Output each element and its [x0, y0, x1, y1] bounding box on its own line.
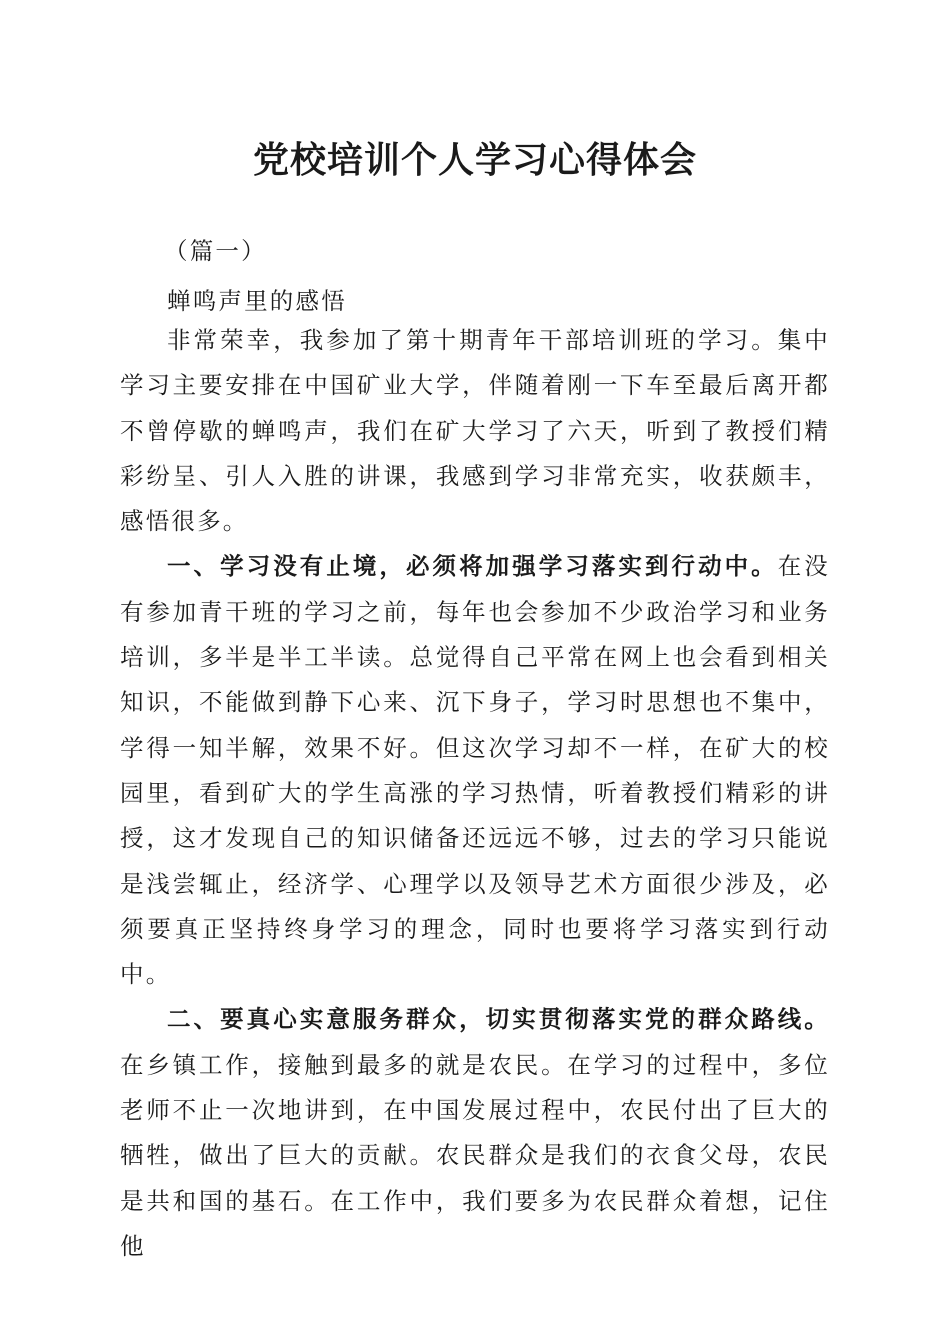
page-title: 党校培训个人学习心得体会 — [252, 139, 697, 181]
section-paragraph-1 — [120, 544, 830, 997]
subtitle: 蝉鸣声里的感悟 — [167, 287, 347, 315]
intro-paragraph: 非常荣幸，我参加了第十期青年干部培训班的学习。集中学习主要安排在中国矿业大学，伴随着刚一下车至最后离开都不曾停歇的蝉鸣声，我们在矿大学习了六天，听到了教授们精彩纷呈、引人入胜的讲课，我感到学习非常充实，收获颇丰，感悟很多。 — [120, 326, 830, 536]
section-text-2: 在乡镇工作，接触到最多的就是农民。在学习的过程中，多位老师不止一次地讲到，在中国发展过程中，农民付出了巨大的牺牲，做出了巨大的贡献。农民群众是我们的衣食父母，农民是共和国的基石。在工作中，我们要多为农民群众着想，记住他 — [120, 1050, 830, 1260]
section-paragraph-2 — [120, 997, 830, 1269]
section-heading-2: 二、要真心实意服务群众，切实贯彻落实党的群众路线。 — [167, 1005, 830, 1034]
section-heading-1: 一、学习没有止境，必须将加强学习落实到行动中。 — [167, 552, 778, 581]
part-label: （篇一） — [164, 237, 267, 265]
document-body — [120, 318, 830, 1269]
section-text-1: 在没有参加青干班的学习之前，每年也会参加不少政治学习和业务培训，多半是半工半读。总觉得自己平常在网上也会看到相关知识，不能做到静下心来、沉下身子，学习时思想也不集中，学得一知半解，效果不好。但这次学习却不一样，在矿大的校园里，看到矿大的学生高涨的学习热情，听着教授们精彩的讲授，这才发现自己的知识储备还远远不够，过去的学习只能说是浅尝辄止，经济学、心理学以及领导艺术方面很少涉及，必须要真正坚持终身学习的理念，同时也要将学习落实到行动中。 — [120, 552, 830, 989]
